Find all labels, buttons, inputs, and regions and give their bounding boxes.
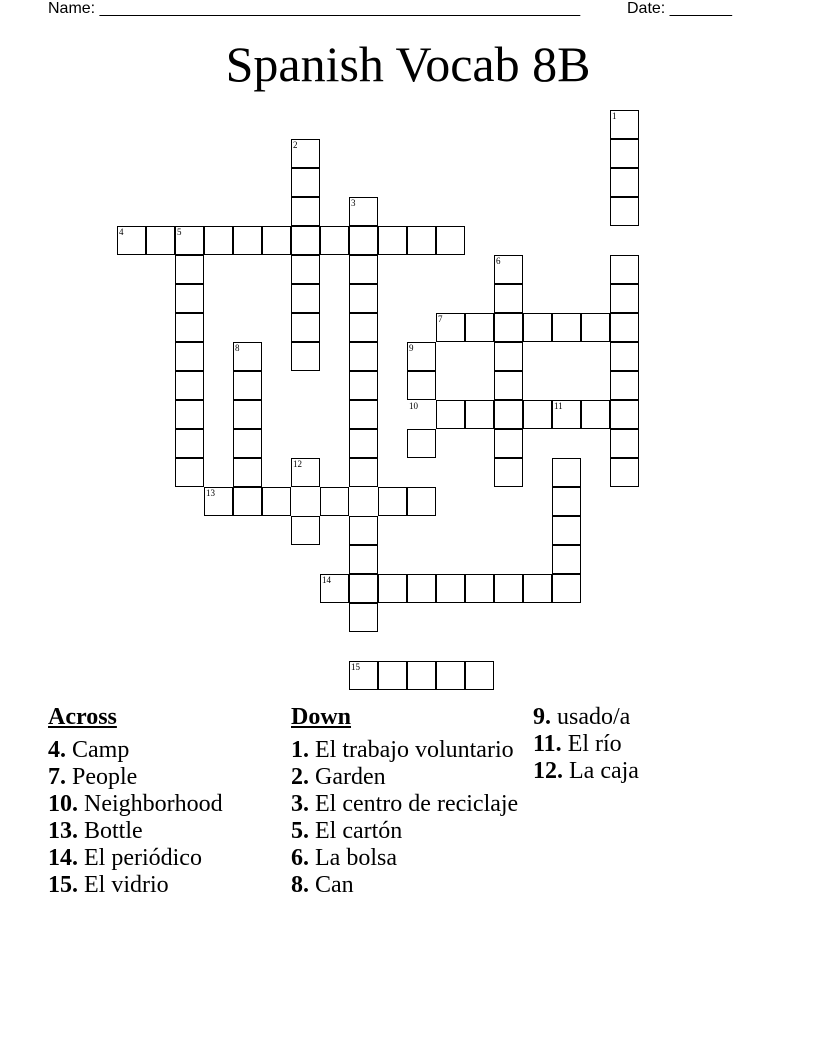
crossword-cell[interactable] (291, 226, 320, 255)
across-clues (48, 704, 278, 899)
clue-number-8: 8 (235, 343, 240, 353)
clue-number-1: 1 (612, 111, 617, 121)
crossword-cell[interactable] (349, 603, 378, 632)
crossword-cell[interactable] (175, 400, 204, 429)
crossword-cell[interactable] (349, 371, 378, 400)
clue-item-text: Garden (309, 764, 386, 790)
clue-item (291, 818, 521, 845)
clue-item-text: El trabajo voluntario (309, 737, 514, 763)
clue-item (48, 764, 278, 791)
down-clues-continued (533, 704, 763, 785)
clue-item-number: 7. (48, 764, 66, 790)
clue-item-text: El periódico (78, 845, 202, 871)
crossword-cell[interactable] (146, 226, 175, 255)
crossword-cell[interactable] (523, 313, 552, 342)
clue-number-5: 5 (177, 227, 182, 237)
clue-item-number: 14. (48, 845, 78, 871)
clue-item (533, 704, 763, 731)
crossword-cell[interactable] (349, 429, 378, 458)
crossword-cell[interactable] (378, 487, 407, 516)
clue-item-text: El río (561, 731, 622, 757)
crossword-cell[interactable] (552, 313, 581, 342)
crossword-cell[interactable] (349, 458, 378, 487)
clue-item-text: Camp (66, 737, 130, 763)
crossword-cell[interactable] (175, 313, 204, 342)
crossword-cell[interactable] (610, 429, 639, 458)
clue-item (48, 845, 278, 872)
clue-item-text: Bottle (78, 818, 143, 844)
crossword-cell[interactable] (378, 574, 407, 603)
crossword-cell[interactable] (175, 458, 204, 487)
crossword-cell[interactable] (233, 487, 262, 516)
crossword-cell[interactable] (494, 284, 523, 313)
date-field-label: Date: _______ (627, 0, 732, 17)
across-heading: Across (48, 704, 117, 730)
crossword-cell[interactable] (552, 516, 581, 545)
clue-item-number: 4. (48, 737, 66, 763)
crossword-cell[interactable] (494, 574, 523, 603)
clue-item-text: usado/a (551, 704, 631, 730)
crossword-cell[interactable] (610, 168, 639, 197)
clue-item-text: La caja (563, 758, 639, 784)
crossword-cell[interactable] (610, 313, 639, 342)
crossword-cell[interactable] (465, 574, 494, 603)
crossword-cell[interactable] (494, 342, 523, 371)
crossword-cell[interactable] (291, 342, 320, 371)
crossword-cell[interactable] (175, 429, 204, 458)
crossword-cell[interactable] (378, 226, 407, 255)
crossword-cell[interactable] (291, 168, 320, 197)
crossword-cell[interactable] (349, 226, 378, 255)
crossword-cell[interactable] (262, 226, 291, 255)
crossword-cell[interactable] (233, 400, 262, 429)
crossword-cell[interactable] (233, 458, 262, 487)
clue-item-number: 15. (48, 872, 78, 898)
clue-item (48, 818, 278, 845)
crossword-cell[interactable] (291, 197, 320, 226)
clue-number-2: 2 (293, 140, 298, 150)
crossword-cell[interactable] (552, 458, 581, 487)
crossword-cell[interactable] (204, 226, 233, 255)
crossword-cell[interactable] (233, 371, 262, 400)
crossword-cell[interactable] (349, 545, 378, 574)
clue-item-number: 10. (48, 791, 78, 817)
clue-item-number: 13. (48, 818, 78, 844)
crossword-cell[interactable] (407, 429, 436, 458)
clue-item-number: 5. (291, 818, 309, 844)
crossword-cell[interactable] (610, 400, 639, 429)
clue-item-number: 2. (291, 764, 309, 790)
clue-number-15: 15 (351, 662, 360, 672)
clue-item-number: 1. (291, 737, 309, 763)
crossword-cell[interactable] (291, 284, 320, 313)
clue-item (291, 872, 521, 899)
crossword-cell[interactable] (494, 313, 523, 342)
crossword-cell[interactable] (581, 313, 610, 342)
clue-number-6: 6 (496, 256, 501, 266)
crossword-cell[interactable] (610, 255, 639, 284)
down-clue-list-continued (533, 704, 763, 785)
crossword-cell[interactable] (494, 400, 523, 429)
clue-number-11: 11 (554, 401, 563, 411)
clue-number-10: 10 (409, 401, 418, 411)
crossword-cell[interactable] (320, 487, 349, 516)
crossword-cell[interactable] (349, 516, 378, 545)
crossword-cell[interactable] (233, 429, 262, 458)
clue-item-text: El vidrio (78, 872, 169, 898)
crossword-cell[interactable] (175, 342, 204, 371)
crossword-cell[interactable] (320, 226, 349, 255)
clue-item-number: 6. (291, 845, 309, 871)
clue-item-text: Can (309, 872, 354, 898)
clue-item-number: 11. (533, 731, 562, 757)
crossword-cell[interactable] (349, 284, 378, 313)
clue-item-number: 12. (533, 758, 563, 784)
crossword-cell[interactable] (349, 255, 378, 284)
clue-number-9: 9 (409, 343, 414, 353)
crossword-cell[interactable] (407, 487, 436, 516)
clue-item-text: La bolsa (309, 845, 397, 871)
clue-item (291, 737, 521, 764)
crossword-cell[interactable] (552, 487, 581, 516)
crossword-cell[interactable] (291, 313, 320, 342)
clue-item (533, 731, 763, 758)
crossword-cell[interactable] (523, 400, 552, 429)
clue-item-text: El cartón (309, 818, 403, 844)
crossword-cell[interactable] (465, 400, 494, 429)
clue-number-7: 7 (438, 314, 443, 324)
crossword-cell[interactable] (233, 226, 262, 255)
crossword-cell[interactable] (610, 342, 639, 371)
crossword-cell[interactable] (552, 574, 581, 603)
crossword-cell[interactable] (494, 429, 523, 458)
clue-item (291, 845, 521, 872)
clue-item (291, 791, 521, 818)
name-field-label: Name: ______________________________________________________ (48, 0, 581, 17)
crossword-cell[interactable] (494, 371, 523, 400)
across-clue-list (48, 737, 278, 899)
crossword-cell[interactable] (436, 661, 465, 690)
clue-item (533, 758, 763, 785)
clue-item-text: El centro de reciclaje (309, 791, 519, 817)
crossword-cell[interactable] (494, 458, 523, 487)
page-title: Spanish Vocab 8B (225, 36, 591, 92)
crossword-cell[interactable] (465, 313, 494, 342)
clue-number-14: 14 (322, 575, 331, 585)
down-heading: Down (291, 704, 352, 730)
crossword-cell[interactable] (610, 371, 639, 400)
clue-number-3: 3 (351, 198, 356, 208)
crossword-cell[interactable] (407, 371, 436, 400)
crossword-cell[interactable] (610, 458, 639, 487)
crossword-cell[interactable] (175, 284, 204, 313)
crossword-cell[interactable] (552, 545, 581, 574)
crossword-cell[interactable] (436, 226, 465, 255)
crossword-cell[interactable] (349, 400, 378, 429)
crossword-cell[interactable] (610, 197, 639, 226)
crossword-cell[interactable] (291, 255, 320, 284)
crossword-cell[interactable] (349, 313, 378, 342)
clue-number-4: 4 (119, 227, 124, 237)
clue-item (48, 872, 278, 899)
crossword-cell[interactable] (610, 284, 639, 313)
crossword-cell[interactable] (407, 574, 436, 603)
clue-item-number: 8. (291, 872, 309, 898)
clue-item (48, 737, 278, 764)
crossword-cell[interactable] (378, 661, 407, 690)
crossword-cell[interactable] (523, 574, 552, 603)
clue-item-text: People (66, 764, 138, 790)
clue-item (291, 764, 521, 791)
crossword-cell[interactable] (407, 661, 436, 690)
crossword-cell[interactable] (436, 400, 465, 429)
crossword-cell[interactable] (436, 574, 465, 603)
crossword-cell[interactable] (610, 139, 639, 168)
down-clues (291, 704, 521, 899)
crossword-cell[interactable] (175, 371, 204, 400)
clue-item-number: 3. (291, 791, 309, 817)
down-clue-list (291, 737, 521, 899)
clue-number-13: 13 (206, 488, 215, 498)
crossword-cell[interactable] (407, 226, 436, 255)
clue-item-text: Neighborhood (78, 791, 223, 817)
clue-item-number: 9. (533, 704, 551, 730)
crossword-cell[interactable] (349, 574, 378, 603)
crossword-cell[interactable] (581, 400, 610, 429)
crossword-cell[interactable] (465, 661, 494, 690)
crossword-cell[interactable] (291, 516, 320, 545)
crossword-cell[interactable] (175, 255, 204, 284)
crossword-cell[interactable] (349, 342, 378, 371)
clue-item (48, 791, 278, 818)
crossword-cell[interactable] (262, 487, 291, 516)
clue-number-12: 12 (293, 459, 302, 469)
